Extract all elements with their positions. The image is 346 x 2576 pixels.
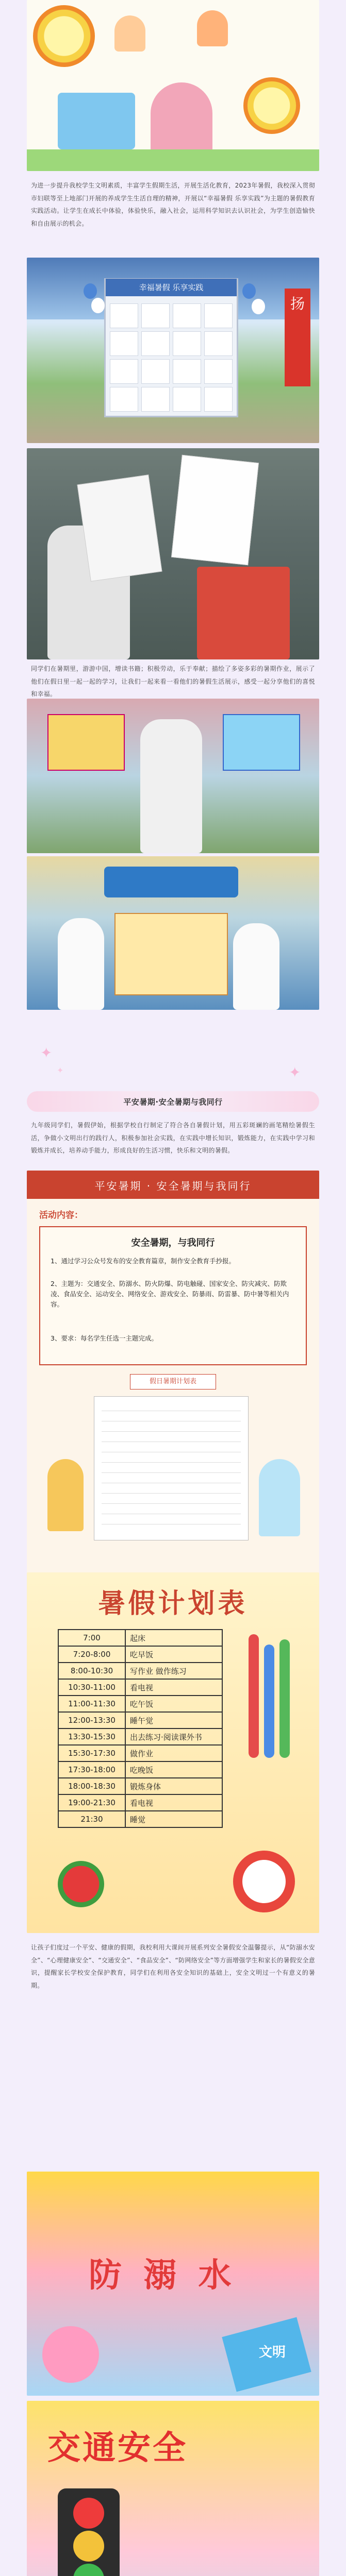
plan-row [58, 1679, 222, 1696]
student-figure [58, 918, 104, 1010]
plan-row [58, 1761, 222, 1778]
plan-row [58, 1778, 222, 1794]
drawing-on-board [47, 714, 125, 771]
poster-box-title: 安全暑期，与我同行 [131, 1238, 215, 1248]
balloon-icon [84, 283, 97, 299]
plan-row [58, 1663, 222, 1679]
section-header [27, 1091, 319, 1112]
plan-row [58, 1630, 222, 1646]
child-drawing [197, 10, 228, 46]
student-figure [233, 923, 279, 1010]
summer-plan-poster [27, 1572, 319, 1933]
poster-content-box [39, 1226, 307, 1365]
pencil-drawing [279, 1639, 290, 1758]
plan-table [58, 1629, 223, 1828]
booklet [77, 474, 162, 582]
star-icon: ✦ [289, 1064, 301, 1081]
grass-drawing [27, 149, 319, 171]
red-sign: 扬 [285, 289, 310, 386]
plan-time: 17:30-18:00 [58, 1761, 125, 1778]
intro-paragraph: 为进一步提升我校学生文明素质，丰富学生假期生活，开展生活化教育，2023年暑假，我校深入贯彻市妇联等至上地部门开展的养成学生生活自理的精神，开展以“幸福暑假 乐享实践”为主题的暑假教育实践活动。让学生在成长中体验，体验快乐，融入社会，运用科学知识去认识社会，为学生创造愉快和自由展示的机会。 [31, 182, 315, 227]
exhibition-paragraph: 同学们在暑期里，游游中国，增读书籍；积极劳动，乐于奉献；描绘了多姿多彩的暑期作业，展示了他们在假日里一起一起的学习，让我们一起来看一看他们的暑假生活展示，感受一起分享他们的喜悦和幸福。 [31, 665, 315, 698]
drawing-title: 交通安全 [47, 2429, 188, 2467]
watermelon-drawing [58, 1861, 104, 1907]
child-drawing [151, 82, 212, 155]
students-exhibit-photo [27, 856, 319, 1010]
plan-time: 12:00-13:30 [58, 1712, 125, 1728]
plan-time: 7:00 [58, 1630, 125, 1646]
children-drawing [259, 1459, 300, 1536]
exhibition-photo [27, 258, 319, 443]
plan-activity: 吃晚饭 [125, 1761, 222, 1778]
plan-activity: 做作业 [125, 1745, 222, 1761]
section-title: 平安暑期·安全暑期与我同行 [123, 1097, 223, 1107]
sun-drawing [243, 77, 300, 134]
plan-time: 19:00-21:30 [58, 1794, 125, 1811]
exhibit-banner [104, 867, 238, 897]
swim-ring-drawing [233, 1851, 295, 1912]
plan-row [58, 1712, 222, 1728]
plan-activity: 锻炼身体 [125, 1778, 222, 1794]
star-icon: ✦ [57, 1065, 64, 1075]
drawing-side-text: 文明 [259, 2345, 286, 2360]
plan-activity: 看电视 [125, 1679, 222, 1696]
drowning-prevention-drawing [27, 2172, 319, 2396]
child-drawing [114, 15, 145, 52]
plan-row [58, 1646, 222, 1663]
sun-drawing [33, 5, 95, 67]
plan-activity: 睡午觉 [125, 1712, 222, 1728]
balloon-icon [91, 298, 105, 313]
book-drawing [58, 93, 135, 149]
giraffe-drawing [47, 1459, 84, 1531]
drawing-on-board [114, 913, 228, 995]
plan-time: 8:00-10:30 [58, 1663, 125, 1679]
plan-time: 11:00-11:30 [58, 1696, 125, 1712]
section2-paragraph: 九年级同学们，暑假伊始，根据学校自行制定了符合各自暑假计划，用五彩斑斓的画笔精绘暑假生活，争做小文明出行的践行人，积极参加社会实践，在实践中增长知识，锻炼能力，在实践中学习和锻炼并成长，培养动手能力，形成良好的生活习惯，快乐和文明的暑假。 [31, 1122, 315, 1155]
star-icon: ✦ [40, 1044, 53, 1061]
poster-header [27, 1171, 319, 1199]
plan-row [58, 1696, 222, 1712]
balloon-icon [242, 283, 256, 299]
header-drawing [27, 0, 319, 171]
plan-time: 13:30-15:30 [58, 1728, 125, 1745]
balloon-icon [252, 299, 265, 314]
exhibition-board [104, 278, 238, 417]
plan-time: 10:30-11:00 [58, 1679, 125, 1696]
plan-activity: 写作业 做作练习 [125, 1663, 222, 1679]
traffic-safety-drawing [27, 2401, 319, 2576]
plan-time: 7:20-8:00 [58, 1646, 125, 1663]
activity-poster [27, 1171, 319, 1634]
pencil-drawing [264, 1645, 274, 1758]
display-stand [197, 567, 290, 659]
plan-activity: 起床 [125, 1630, 222, 1646]
poster-point: 2、主题为：交通安全、防溺水、防火防爆、防电触碰、国家安全、防灾减灾、防欺凌、食品安全、运动安全、网络安全、游戏安全、防暴雨、防雷暴、防中暑等相关内容。 [51, 1280, 289, 1308]
plan-row [58, 1794, 222, 1811]
plan-activity: 出去练习·阅读课外书 [125, 1728, 222, 1745]
ice-cream-drawing [42, 2326, 99, 2383]
traffic-light-drawing [58, 2488, 120, 2576]
plan-poster-title: 暑假计划表 [98, 1588, 248, 1619]
plan-row [58, 1728, 222, 1745]
booklet [171, 455, 259, 566]
exhibition-banner: 幸福暑假 乐享实践 [106, 279, 237, 296]
plan-row [58, 1745, 222, 1761]
plan-activity: 吃早饭 [125, 1646, 222, 1663]
plan-label: 假日暑期计划表 [130, 1374, 216, 1389]
student-viewing-photo [27, 699, 319, 853]
plan-activity: 睡觉 [125, 1811, 222, 1827]
poster-point: 1、通过学习公众号发布的安全教育篇章，制作安全教育手抄报。 [51, 1257, 235, 1265]
drawing-on-board [223, 714, 300, 771]
plan-row [58, 1811, 222, 1827]
section2-paragraph-2: 让孩子们度过一个平安、健康的假期，我校利用大课间开展系列安全暑假安全温馨提示，从“防溺水安全”、“心理健康安全”、“交通安全”、“食品安全”、“防网络安全”等方面增强学生和家长的暑假安全意识，提醒家长学校安全保护教育，同学们在利用各安全知识的基础上，安全文明过一个有意义的暑期。 [31, 1944, 315, 1989]
plan-activity: 吃午饭 [125, 1696, 222, 1712]
poster-point: 3、要求：每名学生任选一主题完成。 [51, 1334, 158, 1342]
poster-header-text: 平安暑期 · 安全暑期与我同行 [94, 1180, 252, 1192]
plan-card [94, 1396, 249, 1540]
poster-subtitle: 活动内容： [39, 1210, 83, 1221]
student-figure [140, 719, 202, 853]
plan-time: 18:00-18:30 [58, 1778, 125, 1794]
student-reading-photo [27, 448, 319, 659]
plan-activity: 看电视 [125, 1794, 222, 1811]
pencil-drawing [249, 1634, 259, 1758]
drawing-title: 防 溺 水 [89, 2256, 237, 2295]
plan-time: 21:30 [58, 1811, 125, 1827]
plan-time: 15:30-17:30 [58, 1745, 125, 1761]
